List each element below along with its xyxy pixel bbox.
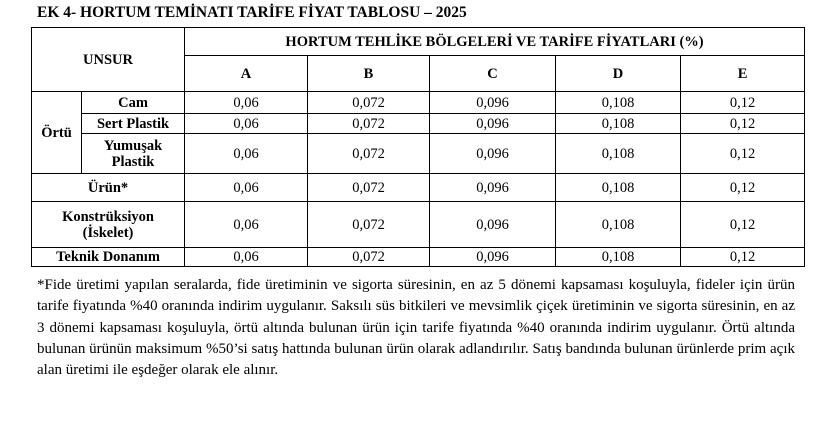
zones-group-header: HORTUM TEHLİKE BÖLGELERİ VE TARİFE FİYATLARI (%) (185, 28, 805, 56)
cell-value: 0,108 (556, 134, 681, 174)
table-row (32, 114, 805, 134)
row-label: Teknik Donanım (32, 248, 185, 267)
cell-value: 0,072 (308, 92, 430, 114)
cell-value: 0,12 (681, 134, 805, 174)
table-row (32, 248, 805, 267)
row-label: Sert Plastik (82, 114, 185, 134)
cell-value: 0,096 (430, 248, 556, 267)
cell-value: 0,072 (308, 202, 430, 248)
tariff-table (31, 27, 805, 267)
cell-value: 0,072 (308, 174, 430, 202)
cell-value: 0,06 (185, 134, 308, 174)
row-label: Cam (82, 92, 185, 114)
zone-header-d: D (556, 56, 681, 92)
footnote-paragraph: *Fide üretimi yapılan seralarda, fide üretiminin ve sigorta süresinin, en az 5 dönemi kapsaması koşuluyla, fideler için ürün tarife fiyatında %40 oranında indirim uygulanır. Saksılı süs bitkileri ve mevsimlik çiçek üretiminin ve sigorta süresinin, en az 3 dönemi kapsaması koşuluyla, örtü altında bulunan ürün için tarife fiyatında %40 oranında indirim uygulanır. Örtü altında bulunan ürünün maksimum %50’si satış hattında bulunan ürün olarak adlandırılır. Satış bandında bulunan ürünlerde prim açık alan üretimi ile eşdeğer olarak ele alınır. (37, 277, 795, 379)
row-label-line: (İskelet) (82, 224, 134, 241)
row-label (32, 202, 185, 248)
cell-value: 0,06 (185, 114, 308, 134)
cell-value: 0,12 (681, 92, 805, 114)
cell-value: 0,108 (556, 174, 681, 202)
cell-value: 0,12 (681, 114, 805, 134)
table-row (32, 134, 805, 174)
table-row (32, 174, 805, 202)
table-row (32, 202, 805, 248)
row-label: Ürün* (32, 174, 185, 202)
table-row (32, 92, 805, 114)
cell-value: 0,06 (185, 92, 308, 114)
cell-value: 0,096 (430, 114, 556, 134)
row-label-line: Konstrüksiyon (62, 208, 154, 225)
cell-value: 0,06 (185, 202, 308, 248)
cell-value: 0,12 (681, 248, 805, 267)
cell-value: 0,072 (308, 134, 430, 174)
page-title: EK 4- HORTUM TEMİNATI TARİFE FİYAT TABLOSU – 2025 (37, 4, 467, 21)
cell-value: 0,108 (556, 248, 681, 267)
cell-value: 0,072 (308, 114, 430, 134)
cell-value: 0,12 (681, 202, 805, 248)
table-header-row (32, 28, 805, 56)
cell-value: 0,096 (430, 202, 556, 248)
row-label-line: Plastik (111, 153, 155, 170)
cell-value: 0,096 (430, 174, 556, 202)
row-label-line: Yumuşak (103, 137, 163, 154)
cell-value: 0,108 (556, 114, 681, 134)
zone-header-c: C (430, 56, 556, 92)
cell-value: 0,108 (556, 92, 681, 114)
zone-header-a: A (185, 56, 308, 92)
cell-value: 0,06 (185, 174, 308, 202)
cell-value: 0,12 (681, 174, 805, 202)
zone-header-b: B (308, 56, 430, 92)
cell-value: 0,096 (430, 92, 556, 114)
cell-value: 0,108 (556, 202, 681, 248)
zone-header-e: E (681, 56, 805, 92)
ortu-group-label: Örtü (32, 92, 82, 174)
unsur-header: UNSUR (32, 28, 185, 92)
cell-value: 0,096 (430, 134, 556, 174)
cell-value: 0,06 (185, 248, 308, 267)
cell-value: 0,072 (308, 248, 430, 267)
row-label (82, 134, 185, 174)
